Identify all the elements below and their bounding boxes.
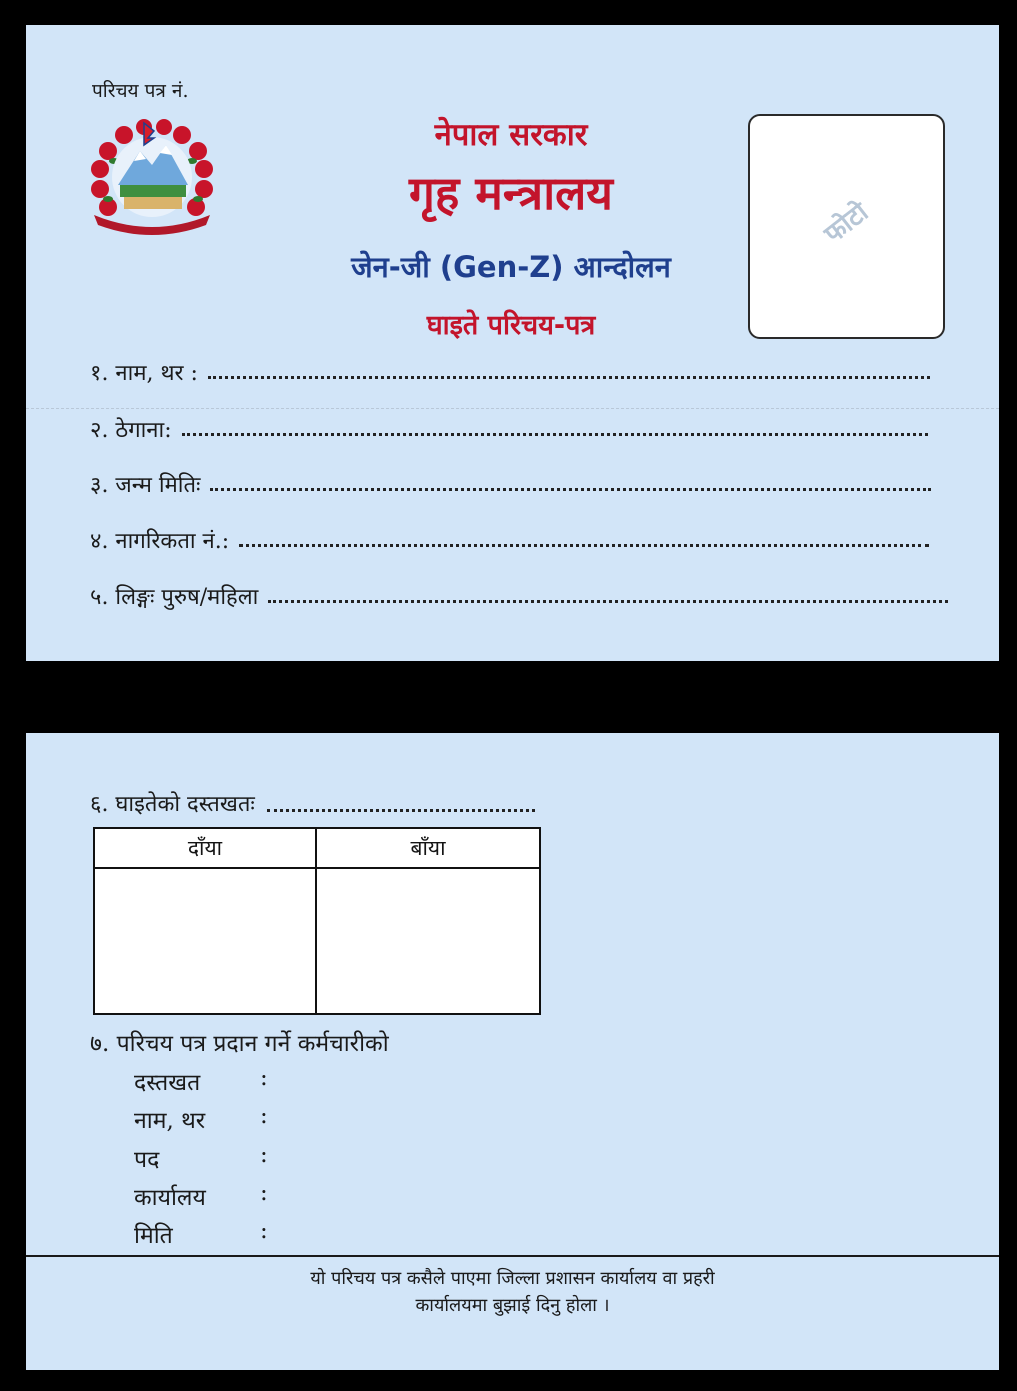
card-title: घाइते परिचय-पत्र [426,310,596,341]
injured-signature-label: ६. घाइतेको दस्तखतः [90,792,255,817]
fold-line [26,408,999,409]
left-thumb-header: बाँया [317,829,539,869]
issuer-position-separator: : [260,1142,268,1168]
issuer-office-row [134,1180,268,1212]
movement-title: जेन-जी (Gen-Z) आन्दोलन [351,250,671,284]
injured-signature-field [90,788,535,818]
issuer-date-row [134,1218,268,1250]
name-field [90,353,930,387]
photo-label: फोटो [818,197,875,250]
id-card-front [26,25,999,661]
issuer-name-row [134,1103,268,1135]
government-title: नेपाल सरकार [434,117,588,153]
return-instruction [26,1265,999,1319]
issuer-position-row [134,1142,268,1174]
issuer-name-separator: : [260,1103,268,1129]
name-field-label: १. नाम, थर : [90,361,198,386]
photo-box [748,114,945,339]
return-instruction-line-2: कार्यालयमा बुझाई दिनु होला । [415,1295,610,1316]
issuer-heading: ७. परिचय पत्र प्रदान गर्ने कर्मचारीको [90,1031,389,1057]
id-card-back [26,733,999,1370]
gender-field [90,577,948,611]
return-instruction-line-1: यो परिचय पत्र कसैले पाएमा जिल्ला प्रशासन कार्यालय वा प्रहरी [310,1268,715,1289]
issuer-position-label: पद [134,1147,160,1173]
ministry-title: गृह मन्त्रालय [409,166,613,220]
issuer-date-separator: : [260,1218,268,1244]
right-thumb-box [95,869,317,1013]
injured-signature-dotted-line [267,809,535,812]
nepal-government-emblem-icon [84,111,220,237]
birth-date-field [90,465,931,499]
issuer-office-label: कार्यालय [134,1185,206,1211]
address-field-dotted-line [182,433,928,436]
citizenship-field-label: ४. नागरिकता नं.: [90,529,230,554]
name-field-dotted-line [208,376,930,379]
id-number-label: परिचय पत्र नं. [92,80,189,102]
birth-date-field-dotted-line [210,488,931,491]
issuer-name-label: नाम, थर [134,1108,206,1134]
issuer-signature-separator: : [260,1065,268,1091]
citizenship-field [90,521,929,555]
issuer-signature-row [134,1065,268,1097]
gender-field-dotted-line [268,600,948,603]
issuer-office-separator: : [260,1180,268,1206]
gender-field-label: ५. लिङ्गः पुरुष/महिला [90,585,259,610]
footer-divider [26,1255,999,1257]
thumbprint-table [93,827,541,1015]
address-field [90,410,928,444]
address-field-label: २. ठेगाना: [90,418,172,443]
birth-date-field-label: ३. जन्म मितिः [90,473,201,498]
left-thumb-box [317,869,539,1013]
issuer-date-label: मिति [134,1223,173,1249]
citizenship-field-dotted-line [239,544,929,547]
right-thumb-header: दाँया [95,829,317,869]
issuer-signature-label: दस्तखत [134,1070,201,1096]
